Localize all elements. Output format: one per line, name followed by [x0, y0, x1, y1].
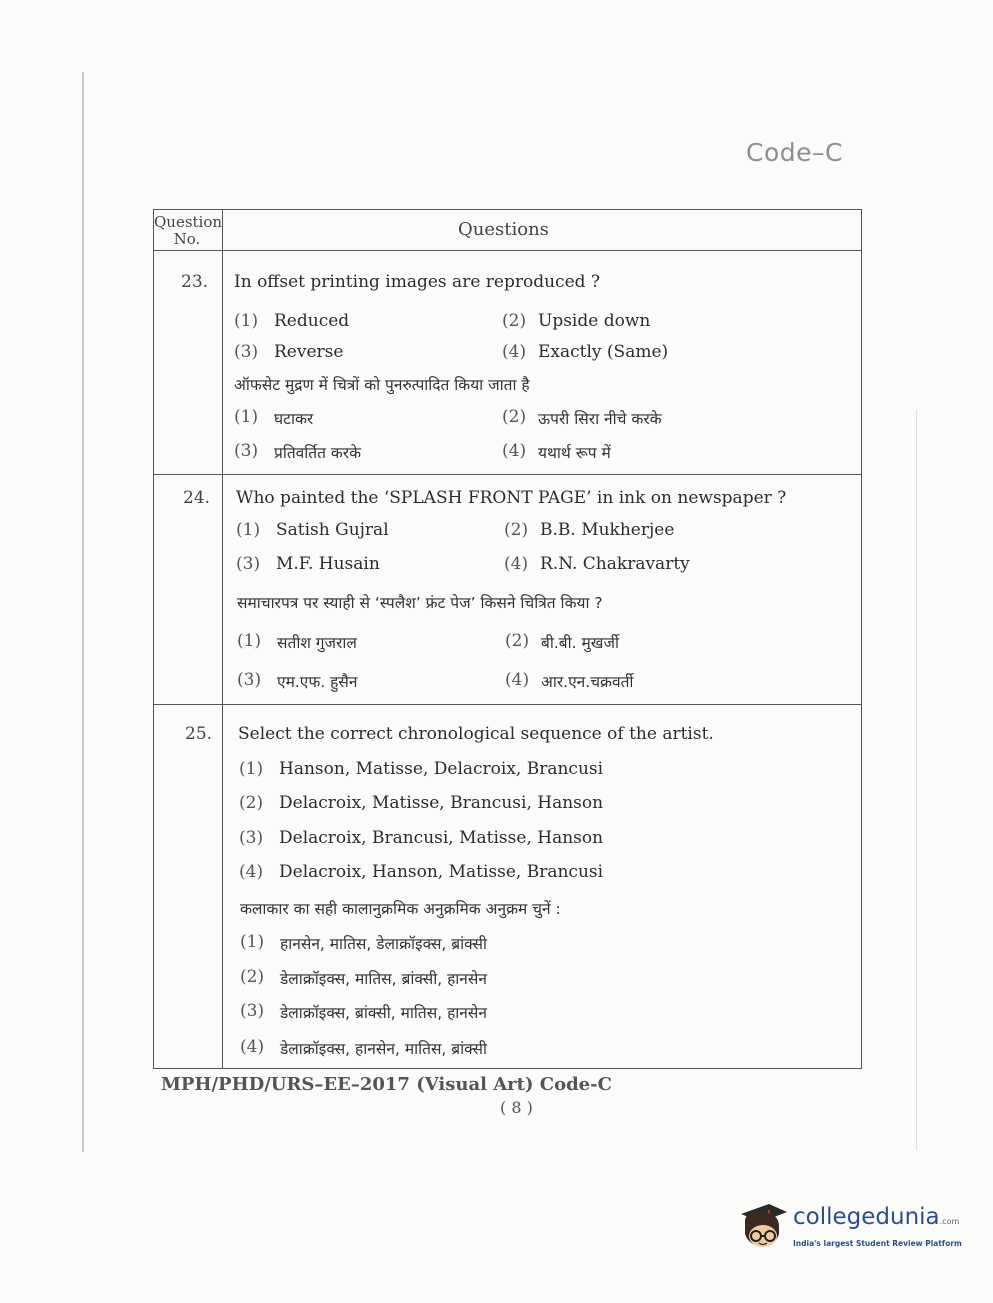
option-number: (4): [502, 342, 527, 362]
option-text: घटाकर: [274, 410, 314, 428]
option-text: डेलाक्रॉइक्स, ब्रांक्सी, मातिस, हानसेन: [280, 1004, 487, 1022]
question-text-en: Select the correct chronological sequence of the artist.: [238, 724, 714, 744]
option-text: Upside down: [538, 311, 651, 331]
question-text-hi: समाचारपत्र पर स्याही से ‘स्पलैश’ फ्रंट पेज’ किसने चित्रित किया ?: [237, 594, 603, 612]
header-questions: Questions: [458, 219, 549, 240]
option-text: Hanson, Matisse, Delacroix, Brancusi: [279, 759, 604, 779]
question-text-hi: ऑफसेट मुद्रण में चित्रों को पुनरुत्पादित किया जाता है: [234, 376, 530, 394]
collegedunia-logo: [735, 1196, 965, 1266]
option-number: (1): [240, 932, 265, 952]
option-text: B.B. Mukherjee: [540, 520, 675, 540]
header-row-divider: [154, 250, 861, 251]
page-number: ( 8 ): [500, 1098, 533, 1117]
option-text: हानसेन, मातिस, डेलाक्रॉइक्स, ब्रांक्सी: [280, 935, 487, 953]
option-number: (4): [502, 441, 527, 461]
option-text: M.F. Husain: [276, 554, 380, 574]
scan-edge-right: [916, 410, 917, 1150]
footer-exam-code: MPH/PHD/URS–EE–2017 (Visual Art) Code-C: [161, 1074, 612, 1095]
question-text-hi: कलाकार का सही कालानुक्रमिक अनुक्रमिक अनुक्रम चुनें :: [240, 900, 561, 918]
option-number: (2): [505, 631, 530, 651]
option-text: R.N. Chakravarty: [540, 554, 690, 574]
option-number: (3): [234, 441, 259, 461]
option-text: ऊपरी सिरा नीचे करके: [538, 410, 662, 428]
code-label: Code–C: [746, 138, 843, 167]
logo-tagline: India's largest Student Review Platform: [793, 1239, 962, 1248]
option-text: एम.एफ. हुसैन: [277, 673, 358, 691]
option-text: सतीश गुजराल: [277, 634, 357, 652]
question-number: 25.: [185, 724, 213, 744]
option-number: (1): [239, 759, 264, 779]
question-number: 24.: [183, 488, 211, 508]
option-text: बी.बी. मुखर्जी: [541, 634, 619, 652]
option-text: यथार्थ रूप में: [538, 444, 611, 462]
option-number: (4): [505, 670, 530, 690]
option-text: Delacroix, Matisse, Brancusi, Hanson: [279, 793, 604, 813]
option-text: डेलाक्रॉइक्स, मातिस, ब्रांक्सी, हानसेन: [280, 970, 487, 988]
option-number: (2): [502, 311, 527, 331]
option-number: (1): [237, 631, 262, 651]
option-number: (2): [504, 520, 529, 540]
q24-row-divider: [154, 704, 861, 705]
option-text: Reduced: [274, 311, 350, 331]
option-number: (1): [234, 311, 259, 331]
logo-wordmark: collegedunia.com: [793, 1204, 960, 1230]
option-text: आर.एन.चक्रवर्ती: [541, 673, 634, 691]
option-number: (3): [234, 342, 259, 362]
option-number: (3): [240, 1001, 265, 1021]
question-number: 23.: [181, 272, 209, 292]
option-number: (2): [502, 407, 527, 427]
option-text: प्रतिवर्तित करके: [274, 444, 362, 462]
option-number: (4): [240, 1037, 265, 1057]
option-number: (1): [236, 520, 261, 540]
scan-edge-left: [82, 72, 84, 1152]
header-qno: Question No.: [154, 213, 223, 248]
option-text: Delacroix, Hanson, Matisse, Brancusi: [279, 862, 604, 882]
q23-row-divider: [154, 474, 861, 475]
mascot-icon: [735, 1196, 791, 1262]
option-number: (2): [240, 967, 265, 987]
option-number: (4): [239, 862, 264, 882]
option-number: (2): [239, 793, 264, 813]
option-text: Exactly (Same): [538, 342, 669, 362]
column-divider: [222, 210, 223, 1068]
option-number: (3): [237, 670, 262, 690]
option-text: डेलाक्रॉइक्स, हानसेन, मातिस, ब्रांक्सी: [280, 1040, 487, 1058]
option-text: Reverse: [274, 342, 344, 362]
question-text-en: Who painted the ‘SPLASH FRONT PAGE’ in ink on newspaper ?: [236, 488, 787, 508]
option-text: Satish Gujral: [276, 520, 389, 540]
option-number: (3): [236, 554, 261, 574]
option-number: (3): [239, 828, 264, 848]
option-number: (1): [234, 407, 259, 427]
question-text-en: In offset printing images are reproduced ?: [234, 272, 601, 292]
option-text: Delacroix, Brancusi, Matisse, Hanson: [279, 828, 604, 848]
option-number: (4): [504, 554, 529, 574]
